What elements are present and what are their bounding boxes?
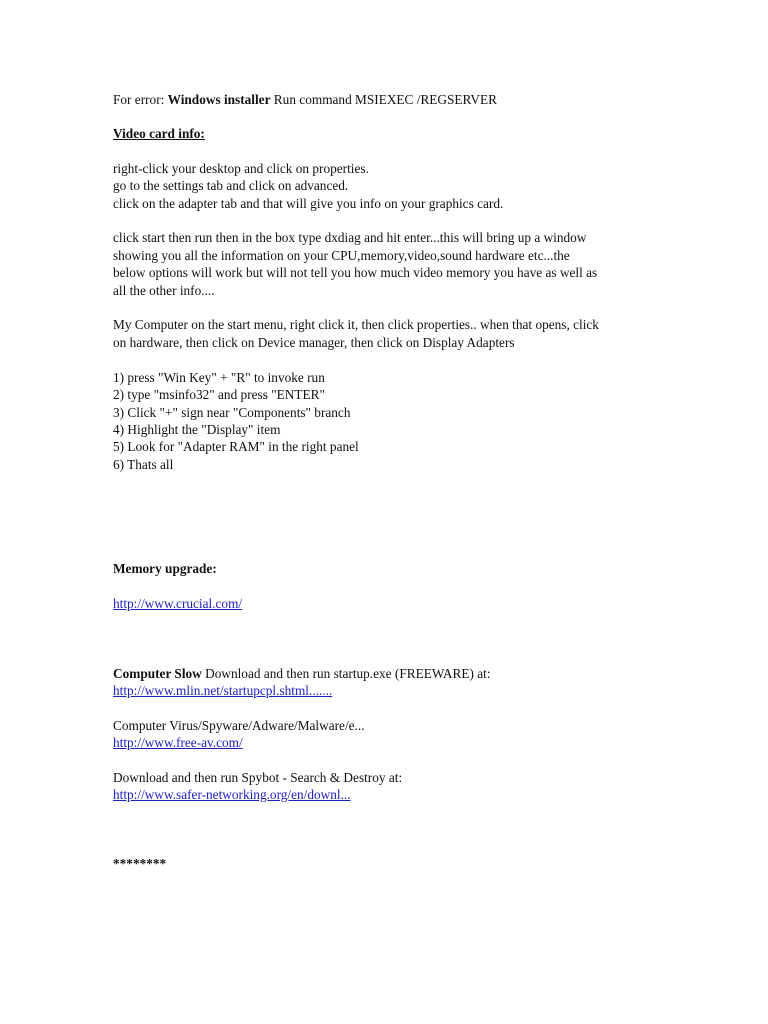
error-line [113,91,497,108]
error-prefix: For error: [113,92,168,107]
numbered-step-1: 1) press "Win Key" + "R" to invoke run [113,370,325,385]
dxdiag-paragraph-line-4: all the other info.... [113,283,215,298]
free-av-link[interactable]: http://www.free-av.com/ [113,735,243,750]
mycomputer-paragraph-line-2: on hardware, then click on Device manager, then click on Display Adapters [113,335,515,350]
error-bold-label: Windows installer [167,92,271,107]
safer-networking-link[interactable]: http://www.safer-networking.org/en/downl... [113,787,351,802]
dxdiag-paragraph-line-2: showing you all the information on your CPU,memory,video,sound hardware etc...the [113,248,570,263]
numbered-step-5: 5) Look for "Adapter RAM" in the right panel [113,439,359,454]
computer-slow-line [113,665,491,682]
mycomputer-paragraph-line-1: My Computer on the start menu, right click it, then click properties.. when that opens, click [113,317,599,332]
numbered-step-6: 6) Thats all [113,457,174,472]
mlin-link[interactable]: http://www.mlin.net/startupcpl.shtml....... [113,683,333,698]
dxdiag-paragraph-line-1: click start then run then in the box type dxdiag and hit enter...this will bring up a window [113,230,587,245]
mlin-link-line [113,682,332,699]
video-step-a-1: right-click your desktop and click on properties. [113,161,369,176]
crucial-link-line [113,595,242,612]
video-step-a-3: click on the adapter tab and that will give you info on your graphics card. [113,196,504,211]
computer-slow-text: Download and then run startup.exe (FREEWARE) at: [201,666,491,681]
numbered-step-3: 3) Click "+" sign near "Components" branch [113,405,351,420]
dxdiag-paragraph-line-3: below options will work but will not tell you how much video memory you have as well as [113,265,598,280]
crucial-link[interactable]: http://www.crucial.com/ [113,596,243,611]
computer-slow-label: Computer Slow [113,666,202,681]
video-card-heading: Video card info: [113,126,205,141]
safer-networking-link-line [113,786,351,803]
memory-upgrade-heading: Memory upgrade: [113,561,217,576]
separator-stars: ******** [113,856,167,871]
free-av-link-line [113,734,243,751]
numbered-step-2: 2) type "msinfo32" and press "ENTER" [113,387,325,402]
error-suffix: Run command MSIEXEC /REGSERVER [270,92,497,107]
numbered-step-4: 4) Highlight the "Display" item [113,422,281,437]
video-step-a-2: go to the settings tab and click on advanced. [113,178,349,193]
spybot-text: Download and then run Spybot - Search & Destroy at: [113,770,403,785]
virus-text: Computer Virus/Spyware/Adware/Malware/e... [113,718,365,733]
